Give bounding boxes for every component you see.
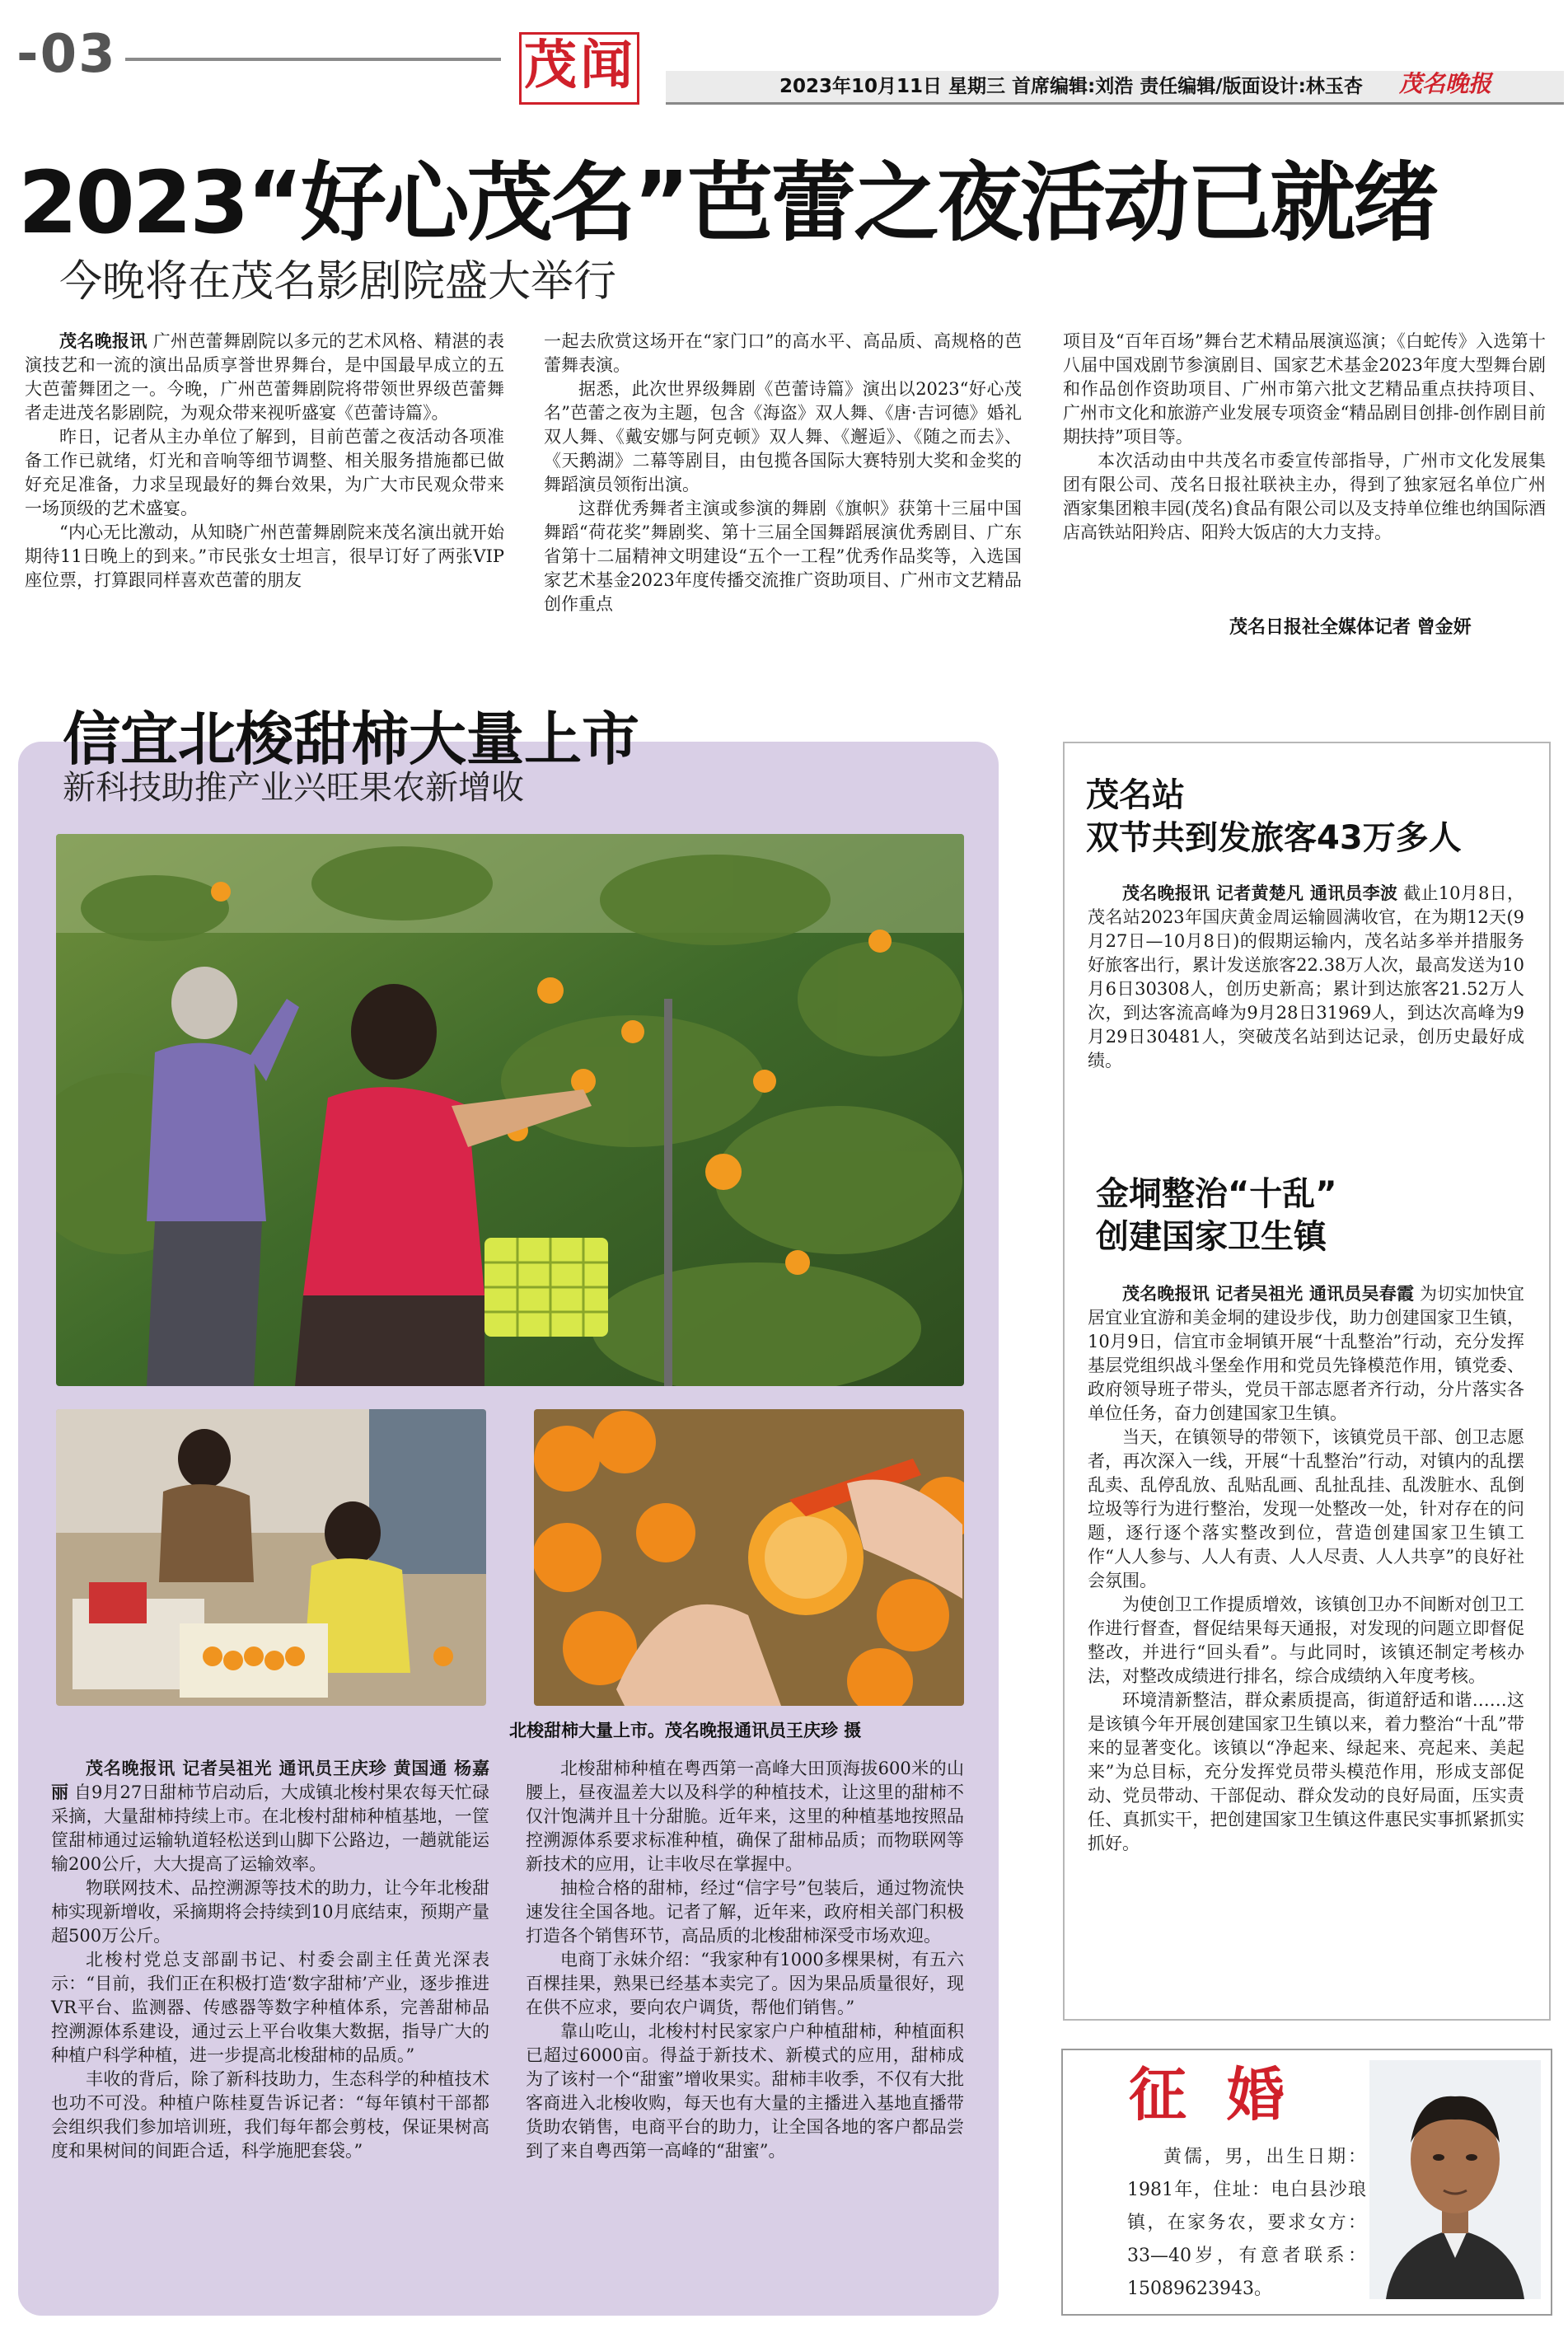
story3-body	[1088, 882, 1524, 1073]
article-paragraph	[544, 377, 1022, 497]
story2-column-1	[51, 1757, 489, 2163]
article-paragraph	[1088, 1282, 1524, 1426]
section-label: 茂闻	[524, 35, 636, 96]
story2-photo-caption: 北梭甜柿大量上市。茂名晚报通讯员王庆珍 摄	[509, 1721, 862, 1740]
section-badge	[519, 29, 641, 101]
header-rule-left	[125, 58, 501, 61]
cut-persimmon-photo	[534, 1409, 964, 1706]
paragraph-text: 自9月27日甜柿节启动后，大成镇北梭村果农每天忙碌采摘，大量甜柿持续上市。在北梭村甜柿种植基地，一筐筐甜柿通过运输轨道轻松送到山脚下公路边，一趟就能运输200公斤，大大提高了运输效率。	[51, 1782, 489, 1874]
packing-persimmons-photo	[56, 1409, 486, 1706]
story1-column-2	[544, 330, 1022, 616]
article-paragraph	[1088, 1593, 1524, 1689]
paragraph-text: 为切实加快宜居宜业宜游和美金垌的建设步伐，助力创建国家卫生镇，10月9日，信宜市金垌镇开展“十乱整治”行动，充分发挥基层党组织战斗堡垒作用和党员先锋模范作用，镇党委、政府领导班子带头，党员干部志愿者齐行动，分片落实各单位任务，奋力创建国家卫生镇。	[1088, 1284, 1524, 1423]
story3-headline-line2: 双节共到发旅客43万多人	[1086, 819, 1462, 857]
article-paragraph	[526, 2020, 964, 2163]
paragraph-text: “内心无比激动，从知晓广州芭蕾舞剧院来茂名演出就开始期待11日晚上的到来。”市民张女士坦言，很早订好了两张VIP座位票，打算跟同样喜欢芭蕾的朋友	[25, 522, 504, 590]
paragraph-byline: 茂名晚报讯 记者吴祖光 通讯员王庆珍 黄国通 杨嘉丽	[51, 1759, 489, 1802]
paragraph-text: 北梭甜柿种植在粤西第一高峰大田顶海拔600米的山腰上，昼夜温差大以及科学的种植技术，让这里的甜柿不仅汁饱满并且十分甜脆。近年来，这里的种植基地按照品控溯源体系要求标准种植，确保了甜柿品质；而物联网等新技术的应用，让丰收尽在掌握中。	[526, 1759, 964, 1874]
paragraph-text: 这群优秀舞者主演或参演的舞剧《旗帜》获第十三届中国舞蹈“荷花奖”舞剧奖、第十三届全国舞蹈展演优秀剧目、广东省第十二届精神文明建设“五个一工程”优秀作品奖等，入选国家艺术基金2023年度传播交流推广资助项目、广州市文艺精品创作重点	[544, 499, 1022, 614]
paragraph-text: 据悉，此次世界级舞剧《芭蕾诗篇》演出以2023“好心茂名”芭蕾之夜为主题，包含《海盗》双人舞、《唐·吉诃德》婚礼双人舞、《戴安娜与阿克顿》双人舞、《邂逅》、《随之而去》、《天鹅湖》二幕等剧目，由包揽各国际大赛特别大奖和金奖的舞蹈演员领衔出演。	[544, 379, 1022, 494]
article-paragraph	[1063, 330, 1546, 449]
marriage-ad-portrait	[1369, 2060, 1541, 2299]
marriage-ad-text: 黄儒，男，出生日期：1981年，住址：电白县沙琅镇，在家务农，要求女方：33—40岁，有意者联系：15089623943。	[1127, 2147, 1366, 2299]
article-paragraph	[1088, 882, 1524, 1073]
story2-subheadline: 新科技助推产业兴旺果农新增收	[63, 769, 524, 807]
paragraph-text: 广州芭蕾舞剧院以多元的艺术风格、精湛的表演技艺和一流的演出品质享誉世界舞台，是中国最早成立的五大芭蕾舞团之一。今晚，广州芭蕾舞剧院将带领世界级芭蕾舞者走进茂名影剧院，为观众带来视听盛宴《芭蕾诗篇》。	[25, 331, 505, 423]
article-paragraph	[1088, 1689, 1524, 1856]
paragraph-text: 项目及“百年百场”舞台艺术精品展演巡演；《白蛇传》入选第十八届中国戏剧节参演剧目、国家艺术基金2023年度大型舞台剧和作品创作资助项目、广州市第六批文艺精品重点扶持项目、广州市文化和旅游产业发展专项资金“精品剧目创排-创作剧目前期扶持”项目等。	[1063, 331, 1546, 447]
paragraph-byline: 茂名晚报讯	[59, 331, 147, 351]
paragraph-text: 电商丁永妹介绍：“我家种有1000多棵果树，有五六百棵挂果，熟果已经基本卖完了。因为果品质量很好，现在供不应求，要向农户调货，帮他们销售。”	[526, 1950, 964, 2017]
story1-author: 茂名日报社全媒体记者 曾金妍	[1229, 617, 1472, 638]
story1-column-1	[25, 330, 504, 593]
cut-persimmon-illustration	[534, 1409, 964, 1706]
article-paragraph	[526, 1757, 964, 1876]
paragraph-text: 环境清新整洁，群众素质提高，街道舒适和谐……这是该镇今年开展创建国家卫生镇以来，着力整治“十乱”带来的显著变化。该镇以“净起来、绿起来、亮起来、美起来”为总目标，充分发挥党员带头模范作用，形成支部促动、党员带动、干部促动、群众发动的良好局面，压实责任、真抓实干，把创建国家卫生镇这件惠民实事抓紧抓实抓好。	[1088, 1690, 1524, 1853]
article-paragraph	[544, 330, 1022, 377]
packing-illustration	[56, 1409, 486, 1706]
article-paragraph	[51, 1876, 489, 1948]
story1-subheadline: 今晚将在茂名影剧院盛大举行	[59, 257, 617, 307]
paragraph-text: 丰收的背后，除了新科技助力，生态科学的种植技术也功不可没。种植户陈桂夏告诉记者：“每年镇村干部都会组织我们参加培训班，我们每年都会剪枝，保证果树高度和果树间的间距合适，科学施肥套袋。”	[51, 2069, 489, 2161]
story1-headline: 2023“好心茂名”芭蕾之夜活动已就绪	[18, 152, 1437, 253]
marriage-ad-title: 征 婚	[1129, 2060, 1285, 2129]
paragraph-text: 截止10月8日，茂名站2023年国庆黄金周运输圆满收官，在为期12天(9月27日—10月8日)的假期运输内，茂名站多举并措服务好旅客出行，累计发送旅客22.38万人次，最高发送为10月6日30308人，创历史新高；累计到达旅客21.52万人次，到达客流高峰为9月28日31969人，到达次高峰为9月29日30481人，突破茂名站到达记录，创历史最好成绩。	[1088, 883, 1524, 1070]
story2-column-2	[526, 1757, 964, 2163]
story3-headline-line1: 茂名站	[1086, 776, 1185, 814]
article-paragraph	[25, 425, 504, 521]
persimmon-picking-photo	[56, 834, 964, 1386]
story4-body	[1088, 1282, 1524, 1856]
story1-column-3	[1063, 330, 1546, 545]
paragraph-text: 靠山吃山，北梭村村民家家户户种植甜柿，种植面积已超过6000亩。得益于新技术、新模式的应用，甜柿成为了该村一个“甜蜜”增收果实。甜柿丰收季，不仅有大批客商进入北梭收购，每天也有大量的主播进入基地直播带货助农销售，电商平台的助力，让全国各地的客户都品尝到了来自粤西第一高峰的“甜蜜”。	[526, 2021, 964, 2161]
article-paragraph	[51, 2068, 489, 2163]
masthead-logo: 茂名晚报	[1399, 70, 1492, 97]
story4-headline-line2: 创建国家卫生镇	[1096, 1218, 1327, 1256]
paragraph-text: 一起去欣赏这场开在“家门口”的高水平、高品质、高规格的芭蕾舞表演。	[544, 331, 1022, 375]
article-paragraph	[544, 497, 1022, 616]
paragraph-text: 当天，在镇领导的带领下，该镇党员干部、创卫志愿者，再次深入一线，开展“十乱整治”行动，对镇内的乱摆乱卖、乱停乱放、乱贴乱画、乱扯乱挂、乱泼脏水、乱倒垃圾等行为进行整治，发现一处整改一处，针对存在的问题，逐行逐个落实整改到位，营造创建国家卫生镇工作“人人参与、人人有责、人人尽责、人人共享”的良好社会氛围。	[1088, 1427, 1524, 1590]
paragraph-text: 为使创卫工作提质增效，该镇创卫办不间断对创卫工作进行督查，督促结果每天通报，对发现的问题立即督促整改，并进行“回头看”。与此同时，该镇还制定考核办法，对整改成绩进行排名，综合成绩纳入年度考核。	[1088, 1595, 1524, 1686]
article-paragraph	[526, 1948, 964, 2020]
portrait-illustration	[1369, 2060, 1541, 2299]
article-paragraph	[526, 1876, 964, 1948]
paragraph-byline: 茂名晚报讯 记者黄楚凡 通讯员李波	[1122, 883, 1398, 903]
article-paragraph	[25, 521, 504, 593]
article-paragraph	[51, 1757, 489, 1876]
paragraph-text: 抽检合格的甜柿，经过“信字号”包装后，通过物流快速发往全国各地。记者了解，近年来，政府相关部门积极打造各个销售环节，高品质的北梭甜柿深受市场欢迎。	[526, 1878, 964, 1946]
paragraph-text: 北梭村党总支部副书记、村委会副主任黄光深表示：“目前，我们正在积极打造‘数字甜柿’产业，逐步推进VR平台、监测器、传感器等数字种植体系，完善甜柿品控溯源体系建设，通过云上平台收集大数据，指导广大的种植户科学种植，进一步提高北梭甜柿的品质。”	[51, 1950, 489, 2065]
paragraph-text: 本次活动由中共茂名市委宣传部指导，广州市文化发展集团有限公司、茂名日报社联袂主办，得到了独家冠名单位广州酒家集团粮丰园(茂名)食品有限公司以及支持单位维也纳国际酒店高铁站阳羚店、阳羚大饭店的大力支持。	[1063, 451, 1546, 542]
persimmon-picking-illustration	[56, 834, 964, 1386]
article-paragraph	[1088, 1426, 1524, 1593]
paragraph-text: 昨日，记者从主办单位了解到，目前芭蕾之夜活动各项准备工作已就绪，灯光和音响等细节调整、相关服务措施都已做好充足准备，力求呈现最好的舞台效果，为广大市民观众带来一场顶级的艺术盛宴。	[25, 427, 504, 518]
paragraph-text: 物联网技术、品控溯源等技术的助力，让今年北梭甜柿实现新增收，采摘期将会持续到10月底结束，预期产量超500万公斤。	[51, 1878, 489, 1946]
header-info: 2023年10月11日 星期三 首席编辑:刘浩 责任编辑/版面设计:林玉杏	[779, 76, 1363, 97]
article-paragraph	[1063, 449, 1546, 545]
story2-headline: 信宜北梭甜柿大量上市	[63, 705, 639, 773]
story4-headline-line1: 金垌整治“十乱”	[1096, 1175, 1337, 1213]
article-paragraph	[25, 330, 504, 425]
article-paragraph	[51, 1948, 489, 2068]
paragraph-byline: 茂名晚报讯 记者吴祖光 通讯员吴春霞	[1122, 1284, 1415, 1304]
page-number: -03	[16, 24, 117, 85]
